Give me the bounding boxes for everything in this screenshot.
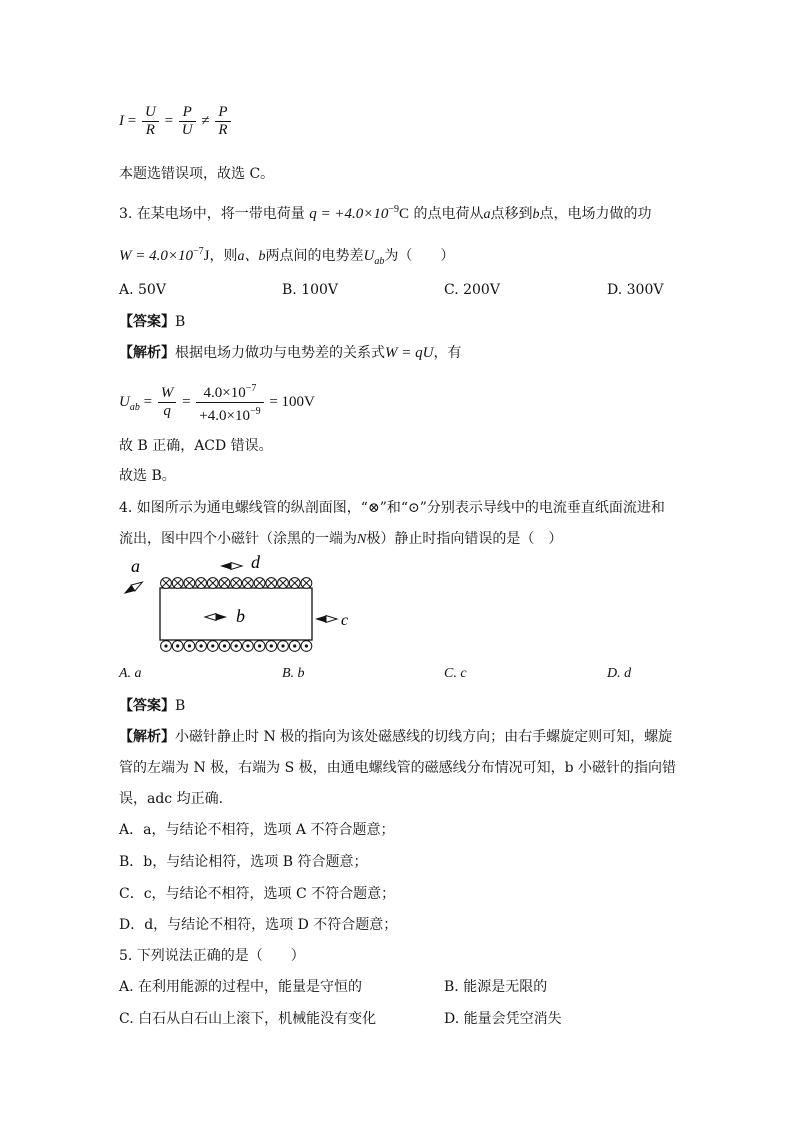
coil-out-of-page [196, 641, 207, 652]
coil-into-page [219, 578, 230, 589]
q3-option-d: D. 300V [607, 282, 664, 298]
label-d: d [251, 552, 260, 572]
q3-analysis-text: 根据电场力做功与电势差的关系式 [175, 345, 385, 361]
q3-stem-post: 点，电场力做的功 [539, 206, 652, 222]
coil-out-of-page [172, 641, 183, 652]
solenoid-figure [115, 548, 365, 658]
q3-point-b: b [532, 207, 540, 222]
q4-analysis-line2: 管的左端为 N 极，右端为 S 极，由通电螺线管的磁感线分布情况可知，b 小磁针的指向错 [119, 760, 677, 776]
q4-choice-b: B．b，与结论相符，选项 B 符合题意； [119, 854, 368, 870]
frac1-den: R [145, 122, 155, 138]
coil-out-of-page [301, 641, 312, 652]
formula-frac-1 [142, 104, 159, 139]
q4-choice-d: D．d，与结论不相符，选项 D 不符合题意； [119, 917, 398, 933]
q3-stem2-post: 两点间的电势差 [265, 248, 364, 264]
q3-option-c: C. 200V [444, 282, 500, 298]
q4-option-d: D. d [607, 666, 632, 681]
calc-num2: 4.0×10 [203, 385, 246, 401]
needle-d [220, 563, 242, 570]
coil-out-of-page [289, 641, 300, 652]
q3-answer-value: B [175, 314, 186, 330]
q3-option-a: A. 50V [119, 282, 166, 298]
q3-calculation [119, 380, 315, 425]
q3-stem2-mid: ，则 [209, 248, 238, 264]
coil-into-page [161, 578, 172, 589]
q5-option-b: B. 能源是无限的 [444, 979, 548, 995]
q3-work-exp: −7 [193, 246, 204, 257]
top-coil-row [161, 578, 312, 589]
q4-choice-c: C．c，与结论不相符，选项 C 不符合题意； [119, 886, 396, 902]
q4-answer-value: B [175, 698, 186, 714]
coil-into-page [243, 578, 254, 589]
q3-stem-mid2: 点移到 [490, 206, 533, 222]
coil-into-page [196, 578, 207, 589]
q3-charge-unit: C [399, 206, 410, 222]
q3-work-expr: W = 4.0×10 [119, 248, 193, 264]
formula-eq-2: = [164, 112, 174, 129]
q3-uab-U: U [363, 248, 375, 264]
q4-choice-a: A．a，与结论不相符，选项 A 不符合题意； [119, 822, 395, 838]
q3-stem-mid: 的点电荷从 [413, 206, 484, 222]
label-c: c [341, 612, 349, 629]
q3-charge-exp: −9 [388, 204, 400, 215]
q3-line-c: 故选 B。 [119, 468, 176, 484]
q4-answer [119, 696, 185, 716]
q3-line-b: 故 B 正确，ACD 错误。 [119, 438, 273, 454]
label-a: a [131, 556, 140, 576]
q4-stem2-post: 极）静止时指向错误的是（ ） [366, 531, 563, 547]
q5-stem: 5. 下列说法正确的是（ ） [119, 948, 305, 964]
label-b: b [236, 606, 245, 626]
q5-option-c: C. 白石从白石山上滚下，机械能没有变化 [119, 1011, 377, 1027]
coil-out-of-page [266, 641, 277, 652]
coil-out-of-page [207, 641, 218, 652]
frac2-num: P [179, 104, 196, 122]
needle-b [205, 614, 227, 621]
coil-into-page [289, 578, 300, 589]
q3-option-b: B. 100V [282, 282, 339, 298]
frac3-den: R [218, 122, 228, 138]
calc-U: U [119, 393, 130, 410]
q4-stem2-pre: 流出，图中四个小磁针（涂黑的一端为 [119, 531, 357, 547]
q3-ab: a、b [237, 249, 266, 264]
q4-stem-line2 [119, 529, 562, 550]
calc-den2: +4.0×10 [199, 408, 250, 424]
calc-sub: ab [129, 401, 140, 413]
calc-frac-2 [196, 380, 263, 425]
coil-out-of-page [254, 641, 265, 652]
frac1-num: U [142, 104, 159, 122]
calc-eq: = [143, 393, 153, 410]
q4-stem2-N: N [357, 532, 367, 547]
q3-stem-line1 [119, 200, 652, 225]
q3-analysis [119, 343, 461, 363]
calc-den: q [163, 403, 171, 419]
q2-conclusion: 本题选错误项，故选 C。 [119, 166, 275, 182]
q4-option-b: B. b [282, 666, 305, 681]
frac3-num: P [215, 104, 230, 122]
coil-out-of-page [161, 641, 172, 652]
calc-frac-1 [158, 385, 177, 420]
q5-option-a: A. 在利用能源的过程中，能量是守恒的 [119, 979, 363, 995]
calc-num: W [158, 385, 177, 403]
coil-out-of-page [184, 641, 195, 652]
formula-frac-2 [179, 104, 196, 139]
q5-option-d: D. 能量会凭空消失 [444, 1011, 562, 1027]
q4-analysis-label: 【解析】 [119, 729, 175, 745]
coil-into-page [207, 578, 218, 589]
q3-stem-line2 [119, 242, 454, 272]
q4-option-c: C. c [444, 666, 467, 681]
needle-c [315, 616, 337, 623]
bottom-coil-row [161, 641, 312, 652]
top-formula [119, 104, 233, 139]
q3-relation: W = qU [385, 345, 434, 361]
coil-into-page [278, 578, 289, 589]
coil-out-of-page [231, 641, 242, 652]
q4-stem-line1: 4. 如图所示为通电螺线管的纵剖面图，“⊗”和“⊙”分别表示导线中的电流垂直纸面流进和 [119, 500, 665, 516]
coil-into-page [184, 578, 195, 589]
formula-frac-3 [215, 104, 230, 139]
coil-out-of-page [278, 641, 289, 652]
q3-answer-label: 【答案】 [119, 314, 175, 330]
q4-analysis-text1: 小磁针静止时 N 极的指向为该处磁感线的切线方向；由右手螺旋定则可知，螺旋 [175, 729, 673, 745]
q3-point-a: a [483, 207, 491, 222]
q3-charge-expr: q = +4.0×10 [309, 206, 389, 222]
coil-into-page [301, 578, 312, 589]
q4-option-a: A. a [119, 666, 142, 681]
q3-stem-pre: 3. 在某电场中，将一带电荷量 [119, 206, 305, 222]
calc-eq2: = [182, 393, 191, 410]
coil-into-page [266, 578, 277, 589]
frac2-den: U [181, 122, 193, 138]
coil-into-page [254, 578, 265, 589]
q3-analysis-label: 【解析】 [119, 345, 175, 361]
calc-result: = 100V [269, 393, 315, 410]
calc-num2-exp: −7 [245, 383, 257, 394]
formula-neq: ≠ [201, 112, 210, 129]
q3-uab-sub: ab [374, 255, 385, 267]
q4-analysis-line1 [119, 727, 672, 747]
q3-answer [119, 312, 185, 332]
calc-den2-exp: −9 [249, 406, 261, 417]
q3-stem2-end: 为（ ） [384, 248, 455, 264]
q3-work-unit: J [203, 248, 210, 264]
coil-out-of-page [219, 641, 230, 652]
q4-answer-label: 【答案】 [119, 698, 175, 714]
coil-into-page [231, 578, 242, 589]
coil-out-of-page [243, 641, 254, 652]
q4-analysis-line3: 误，adc 均正确. [119, 791, 224, 807]
formula-eq: = [127, 112, 137, 129]
formula-lhs: I [119, 112, 124, 129]
needle-a [122, 579, 144, 597]
coil-into-page [172, 578, 183, 589]
q3-analysis-tail: ，有 [433, 345, 462, 361]
